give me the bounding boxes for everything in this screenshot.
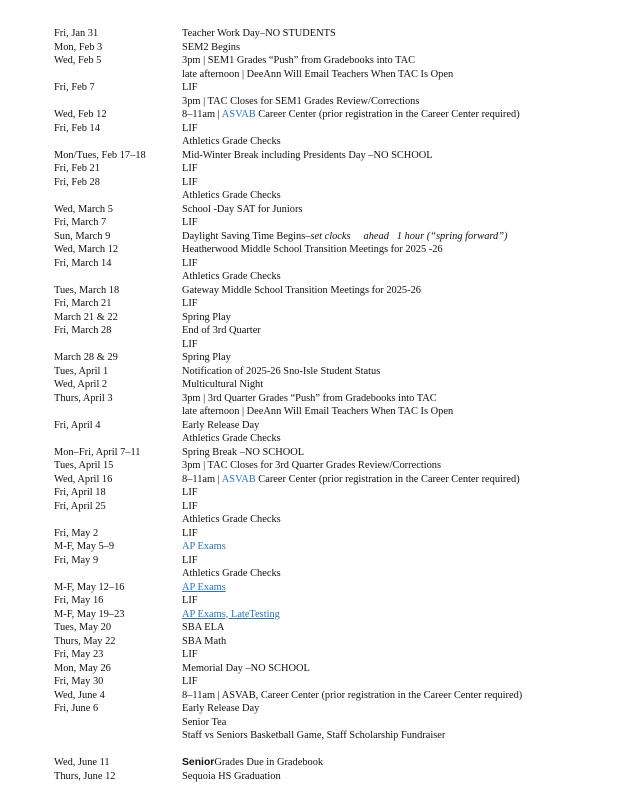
entry-event xyxy=(182,378,612,392)
entry-date: Mon, Feb 3 xyxy=(54,41,103,53)
entry-date: Fri, Feb 7 xyxy=(54,82,95,93)
schedule-row xyxy=(0,122,618,136)
event-text: Career Center (prior registration in the Career Center required) xyxy=(255,109,520,120)
entry-date: Fri, March 21 xyxy=(54,298,112,309)
entry-event xyxy=(182,500,612,514)
event-link[interactable]: ASVAB xyxy=(221,109,256,120)
entry-date: Fri, June 6 xyxy=(54,703,99,714)
schedule-row xyxy=(0,81,618,95)
entry-date: Fri, Feb 28 xyxy=(54,176,100,188)
schedule-row xyxy=(0,284,618,298)
entry-event xyxy=(182,419,612,433)
entry-date: Wed, June 11 xyxy=(54,757,110,768)
entry-event xyxy=(182,365,612,379)
entry-date: Fri, Feb 14 xyxy=(54,122,100,134)
schedule-row xyxy=(0,27,618,41)
entry-event xyxy=(182,473,612,487)
entry-event xyxy=(182,689,612,703)
entry-date: M-F, May 12–16 xyxy=(54,581,125,593)
schedule-row xyxy=(0,257,618,271)
schedule-row xyxy=(0,297,618,311)
entry-date: Fri, Feb 21 xyxy=(54,163,100,174)
event-text: LIF xyxy=(182,122,198,134)
entry-event xyxy=(182,567,612,581)
entry-event xyxy=(182,540,612,554)
event-text: 3pm | TAC Closes for 3rd Quarter Grades Review/Corrections xyxy=(182,460,442,471)
entry-event xyxy=(182,270,612,284)
entry-event xyxy=(182,135,612,149)
event-text: Grades Due in Gradebook xyxy=(214,757,324,768)
event-text: Mid-Winter Break including Presidents Day –NO SCHOOL xyxy=(182,149,433,161)
event-text: Notification of 2025-26 Sno-Isle Student Status xyxy=(182,365,381,377)
event-text: Spring Break –NO SCHOOL xyxy=(182,446,305,458)
entry-date: March 21 & 22 xyxy=(54,311,118,323)
entry-event xyxy=(182,176,612,190)
schedule-row xyxy=(0,459,618,473)
event-text: 8–11am | xyxy=(182,109,222,120)
event-text: Multicultural Night xyxy=(182,379,264,390)
event-text: Memorial Day –NO SCHOOL xyxy=(182,662,310,674)
event-text: 3pm | TAC Closes for SEM1 Grades Review/Corrections xyxy=(182,95,420,107)
entry-date: M-F, May 19–23 xyxy=(54,608,125,620)
event-text: LIF xyxy=(182,338,198,350)
entry-date: Tues, April 15 xyxy=(54,460,114,471)
schedule-row xyxy=(0,41,618,55)
schedule-row xyxy=(0,716,618,730)
event-text: LIF xyxy=(182,676,198,687)
entry-event xyxy=(182,216,612,230)
event-link[interactable]: ASVAB xyxy=(221,473,256,485)
schedule-row xyxy=(0,689,618,703)
schedule-row xyxy=(0,648,618,662)
entry-event xyxy=(182,756,612,770)
schedule-row xyxy=(0,675,618,689)
schedule-row xyxy=(0,743,618,757)
schedule-row xyxy=(0,702,618,716)
event-link[interactable]: AP Exams xyxy=(182,541,226,552)
entry-date: March 28 & 29 xyxy=(54,352,118,363)
entry-event xyxy=(182,41,612,55)
event-text: 8–11am | xyxy=(182,473,222,485)
event-text: LIF xyxy=(182,595,198,606)
event-text: Heatherwood Middle School Transition Meetings for 2025 -26 xyxy=(182,244,443,255)
schedule-row xyxy=(0,513,618,527)
entry-event xyxy=(182,432,612,446)
entry-date: Fri, March 28 xyxy=(54,325,112,336)
schedule-row xyxy=(0,473,618,487)
event-text: LIF xyxy=(182,217,198,228)
event-text: LIF xyxy=(182,298,198,309)
schedule-row xyxy=(0,203,618,217)
schedule-row xyxy=(0,608,618,622)
event-text: LIF xyxy=(182,527,198,539)
event-text: Athletics Grade Checks xyxy=(182,190,281,201)
entry-event xyxy=(182,95,612,109)
entry-event xyxy=(182,162,612,176)
entry-event xyxy=(182,392,612,406)
event-text: School -Day SAT for Juniors xyxy=(182,203,303,215)
entry-event xyxy=(182,108,612,122)
entry-date: Mon, May 26 xyxy=(54,662,111,674)
event-text: LIF xyxy=(182,649,198,660)
schedule-row xyxy=(0,68,618,82)
entry-date: Fri, Jan 31 xyxy=(54,28,99,39)
entry-event xyxy=(182,513,612,527)
entry-date: Wed, June 4 xyxy=(54,689,105,701)
event-text: LIF xyxy=(182,163,198,174)
entry-date: Fri, April 4 xyxy=(54,419,101,431)
event-text: End of 3rd Quarter xyxy=(182,325,261,336)
event-text: 8–11am | ASVAB, Career Center (prior registration in the Career Center required) xyxy=(182,689,523,701)
entry-date: Fri, May 23 xyxy=(54,649,104,660)
event-text: Senior Tea xyxy=(182,716,227,728)
entry-event xyxy=(182,203,612,217)
event-link[interactable]: AP Exams xyxy=(182,581,226,593)
schedule-row xyxy=(0,135,618,149)
entry-event xyxy=(182,68,612,82)
schedule-row xyxy=(0,446,618,460)
schedule-row xyxy=(0,95,618,109)
entry-date: Thurs, April 3 xyxy=(54,392,113,404)
entry-event xyxy=(182,581,612,595)
entry-event xyxy=(182,770,612,784)
event-text: late afternoon | DeeAnn Will Email Teachers When TAC Is Open xyxy=(182,68,454,80)
schedule-row xyxy=(0,338,618,352)
entry-event xyxy=(182,459,612,473)
schedule-row xyxy=(0,189,618,203)
schedule-row xyxy=(0,351,618,365)
schedule-row xyxy=(0,405,618,419)
schedule-row xyxy=(0,311,618,325)
entry-event xyxy=(182,338,612,352)
entry-date: Wed, Feb 5 xyxy=(54,55,102,66)
entry-date: Fri, March 14 xyxy=(54,257,112,269)
entry-event xyxy=(182,729,612,743)
event-text: LIF xyxy=(182,500,198,512)
schedule-row xyxy=(0,365,618,379)
schedule-row xyxy=(0,770,618,784)
event-text: SEM2 Begins xyxy=(182,41,241,53)
event-text: LIF xyxy=(182,554,198,566)
schedule-row xyxy=(0,270,618,284)
event-text: LIF xyxy=(182,176,198,188)
event-text: Spring Play xyxy=(182,352,231,363)
schedule-row xyxy=(0,581,618,595)
schedule-row xyxy=(0,392,618,406)
schedule-row xyxy=(0,378,618,392)
entry-event xyxy=(182,311,612,325)
schedule-row xyxy=(0,230,618,244)
entry-date: Mon–Fri, April 7–11 xyxy=(54,446,141,458)
schedule-row xyxy=(0,419,618,433)
entry-date: Mon/Tues, Feb 17–18 xyxy=(54,149,146,161)
entry-event xyxy=(182,351,612,365)
entry-date: Fri, May 30 xyxy=(54,676,104,687)
schedule-row xyxy=(0,108,618,122)
entry-date: Fri, May 16 xyxy=(54,595,104,606)
event-text: Athletics Grade Checks xyxy=(182,136,281,147)
entry-date: Tues, April 1 xyxy=(54,365,109,377)
schedule-row xyxy=(0,729,618,743)
entry-event xyxy=(182,608,612,622)
event-text: 3pm | 3rd Quarter Grades “Push” from Gradebooks into TAC xyxy=(182,392,437,404)
entry-date: Thurs, June 12 xyxy=(54,770,116,782)
event-text: LIF xyxy=(182,487,198,498)
entry-date: Sun, March 9 xyxy=(54,230,111,242)
schedule-row xyxy=(0,662,618,676)
entry-date: Tues, March 18 xyxy=(54,284,120,296)
entry-event xyxy=(182,257,612,271)
entry-event xyxy=(182,243,612,257)
schedule-row xyxy=(0,500,618,514)
entry-event xyxy=(182,702,612,716)
event-text: LIF xyxy=(182,257,198,269)
entry-date: Wed, Feb 12 xyxy=(54,109,107,120)
schedule-row xyxy=(0,635,618,649)
event-text: Early Release Day xyxy=(182,703,260,714)
entry-event xyxy=(182,648,612,662)
entry-event xyxy=(182,594,612,608)
entry-event xyxy=(182,27,612,41)
entry-date: Fri, April 18 xyxy=(54,487,106,498)
entry-event xyxy=(182,716,612,730)
entry-event xyxy=(182,284,612,298)
entry-date: Thurs, May 22 xyxy=(54,635,116,647)
entry-date: Fri, May 2 xyxy=(54,527,99,539)
event-text: Daylight Saving Time Begins– xyxy=(182,230,311,242)
event-text: Athletics Grade Checks xyxy=(182,568,281,579)
event-text: Athletics Grade Checks xyxy=(182,433,281,444)
entry-event xyxy=(182,324,612,338)
entry-event xyxy=(182,81,612,95)
schedule-row xyxy=(0,621,618,635)
entry-event xyxy=(182,189,612,203)
event-text: Career Center (prior registration in the Career Center required) xyxy=(255,473,520,485)
event-text: late afternoon | DeeAnn Will Email Teachers When TAC Is Open xyxy=(182,406,454,417)
entry-date: M-F, May 5–9 xyxy=(54,541,115,552)
event-text: Sequoia HS Graduation xyxy=(182,770,281,782)
schedule-row xyxy=(0,527,618,541)
event-text: Athletics Grade Checks xyxy=(182,514,281,525)
schedule-row xyxy=(0,54,618,68)
entry-event xyxy=(182,527,612,541)
schedule-row xyxy=(0,162,618,176)
entry-date: Wed, April 16 xyxy=(54,473,113,485)
entry-event xyxy=(182,675,612,689)
entry-event xyxy=(182,230,612,244)
schedule-row xyxy=(0,756,618,770)
event-text: SBA Math xyxy=(182,635,227,647)
event-text: Staff vs Seniors Basketball Game, Staff Scholarship Fundraiser xyxy=(182,730,446,741)
schedule-row xyxy=(0,486,618,500)
schedule-row xyxy=(0,243,618,257)
event-text: 3pm | SEM1 Grades “Push” from Gradebooks into TAC xyxy=(182,55,416,66)
entry-date: Fri, May 9 xyxy=(54,554,99,566)
event-text: Gateway Middle School Transition Meetings for 2025-26 xyxy=(182,284,421,296)
entry-event xyxy=(182,122,612,136)
entry-event xyxy=(182,635,612,649)
event-text: set clocks ahead 1 hour (“spring forward”) xyxy=(310,230,508,242)
schedule-row xyxy=(0,540,618,554)
entry-date: Fri, March 7 xyxy=(54,217,107,228)
entry-date: Wed, March 12 xyxy=(54,244,119,255)
entry-event xyxy=(182,662,612,676)
entry-event xyxy=(182,405,612,419)
event-text: Teacher Work Day–NO STUDENTS xyxy=(182,28,336,39)
schedule-row xyxy=(0,324,618,338)
event-text: LIF xyxy=(182,82,198,93)
entry-date: Wed, April 2 xyxy=(54,379,108,390)
schedule-row xyxy=(0,149,618,163)
entry-event xyxy=(182,621,612,635)
event-text: SBA ELA xyxy=(182,622,225,633)
entry-date: Fri, April 25 xyxy=(54,500,106,512)
entry-date: Tues, May 20 xyxy=(54,622,112,633)
entry-event xyxy=(182,297,612,311)
schedule-row xyxy=(0,594,618,608)
schedule-row xyxy=(0,176,618,190)
entry-event xyxy=(182,554,612,568)
schedule-row xyxy=(0,567,618,581)
schedule-row xyxy=(0,554,618,568)
event-link[interactable]: AP Exams, LateTesting xyxy=(182,608,280,620)
entry-event xyxy=(182,446,612,460)
entry-date: Wed, March 5 xyxy=(54,203,113,215)
schedule-table xyxy=(0,27,618,783)
entry-event xyxy=(182,149,612,163)
entry-event xyxy=(182,54,612,68)
event-text: Early Release Day xyxy=(182,419,260,431)
schedule-row xyxy=(0,432,618,446)
event-text: Athletics Grade Checks xyxy=(182,271,281,282)
entry-event xyxy=(182,486,612,500)
event-text: Senior xyxy=(182,757,215,768)
schedule-row xyxy=(0,216,618,230)
event-text: Spring Play xyxy=(182,311,231,323)
